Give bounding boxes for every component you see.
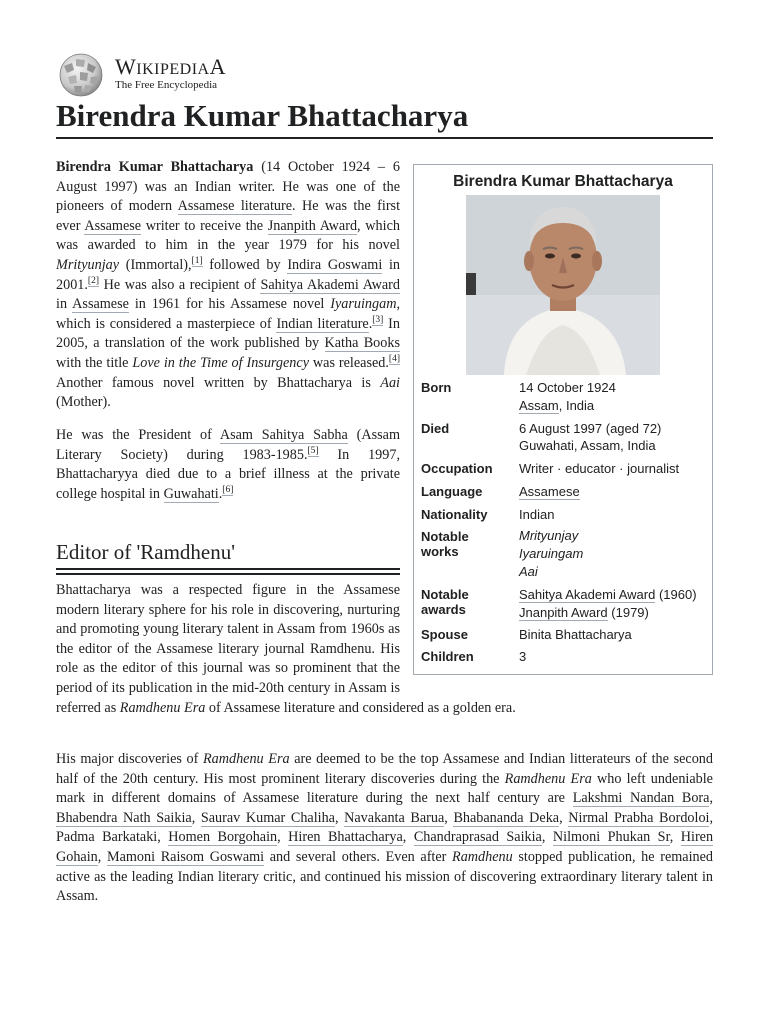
link-sahitya-akademi-award-infobox[interactable]: Sahitya Akademi Award bbox=[519, 587, 656, 602]
link-navakanta-barua[interactable]: Navakanta Barua bbox=[344, 809, 445, 826]
citation-3[interactable]: [3] bbox=[372, 314, 384, 325]
notable-works-label-2: works bbox=[421, 544, 459, 559]
infobox-title: Birendra Kumar Bhattacharya bbox=[453, 173, 673, 190]
link-nirmal-prabha-bordoloi[interactable]: Nirmal Prabha Bordoloi bbox=[568, 809, 710, 826]
title-divider bbox=[56, 137, 713, 139]
link-homen-borgohain[interactable]: Homen Borgohain bbox=[168, 829, 278, 846]
text: , which was awarded to him in the year 1979 for his novel bbox=[56, 217, 400, 254]
nationality-value: Indian bbox=[519, 507, 555, 522]
text: , bbox=[277, 829, 289, 846]
link-saurav-kumar-chaliha[interactable]: Saurav Kumar Chaliha bbox=[200, 809, 335, 826]
text: was released. bbox=[309, 354, 389, 371]
link-chandraprasad-saikia[interactable]: Chandraprasad Saikia bbox=[413, 829, 542, 846]
link-bhabendra-nath-saikia[interactable]: Bhabendra Nath Saikia bbox=[56, 809, 192, 826]
link-assamese-2[interactable]: Assamese bbox=[72, 296, 129, 313]
children-label: Children bbox=[421, 649, 474, 664]
born-place-rest: , India bbox=[558, 398, 595, 413]
text: He was the President of bbox=[56, 427, 220, 443]
notable-work-1 bbox=[519, 527, 578, 545]
text: (Mother). bbox=[56, 394, 111, 411]
text: (Immortal), bbox=[119, 256, 192, 273]
text: Another famous novel written by Bhattacharya is bbox=[56, 374, 381, 391]
text: , bbox=[444, 809, 454, 826]
text: , bbox=[709, 790, 713, 807]
spouse-label: Spouse bbox=[421, 627, 468, 642]
born-date: 14 October 1924 bbox=[519, 380, 616, 395]
award-year: (1979) bbox=[607, 605, 649, 620]
link-jnanpith-award[interactable]: Jnanpith Award bbox=[267, 217, 358, 234]
notable-award-2 bbox=[519, 604, 649, 622]
text: writer to receive the bbox=[141, 217, 268, 234]
wikipedia-globe-logo[interactable] bbox=[55, 53, 107, 97]
link-nilmoni-phukan[interactable]: Nilmoni Phukan Sr bbox=[552, 829, 670, 846]
citation-1[interactable]: [1] bbox=[191, 255, 203, 266]
link-assam[interactable]: Assam bbox=[519, 398, 559, 413]
born-place bbox=[519, 397, 594, 415]
work-title: Aai bbox=[380, 374, 400, 391]
occupation-value: Writer · educator · journalist bbox=[519, 461, 680, 476]
work-title: Aai bbox=[519, 564, 538, 579]
section-divider bbox=[56, 568, 400, 575]
citation-2[interactable]: [2] bbox=[87, 275, 99, 286]
text: (14 October 1924 – 6 August 1997) was an Indian writer. He was one of the pioneers of modern bbox=[56, 159, 400, 215]
link-hiren-bhattacharya[interactable]: Hiren Bhattacharya bbox=[288, 829, 403, 846]
notable-works-label-1: Notable bbox=[421, 529, 469, 544]
intro-paragraph bbox=[56, 158, 400, 413]
text: His major discoveries of bbox=[56, 751, 203, 767]
wikipedia-tagline: The Free Encyclopedia bbox=[115, 79, 218, 91]
text: . bbox=[368, 315, 373, 332]
died-date: 6 August 1997 (aged 72) bbox=[519, 421, 662, 436]
text: followed by bbox=[202, 256, 288, 273]
link-mamoni-raisom-goswami[interactable]: Mamoni Raisom Goswami bbox=[106, 848, 265, 865]
wordmark-middle: IKIPEDIA bbox=[136, 61, 210, 78]
section-heading-editor: Editor of 'Ramdhenu' bbox=[56, 540, 236, 564]
text: , Padma Barkataki, bbox=[56, 809, 714, 846]
link-lakshmi-nandan-bora[interactable]: Lakshmi Nandan Bora bbox=[572, 790, 710, 807]
text: , bbox=[559, 809, 569, 826]
era-name: Ramdhenu Era bbox=[119, 699, 206, 716]
text: , bbox=[191, 809, 201, 826]
journal-name: Ramdhenu bbox=[452, 848, 513, 865]
link-assamese-literature[interactable]: Assamese literature bbox=[177, 198, 293, 215]
notable-awards-label-2: awards bbox=[421, 602, 466, 617]
text: in 2001. bbox=[56, 256, 400, 293]
text: . He was the first ever bbox=[56, 198, 401, 234]
era-name: Ramdhenu Era bbox=[504, 770, 592, 787]
portrait-photo[interactable] bbox=[466, 195, 660, 375]
language-label: Language bbox=[421, 484, 483, 499]
text: . bbox=[218, 485, 223, 502]
text: Bhattacharya was a respected figure in the Assamese modern literary sphere for his role in discovering, nurturing and promoting young literary talent in Assam from 1960s as the editor of the Assamese literary journal Ramdhenu. His role as the editor of this journal was so prominent that the period of its publication in the mid-20th century in Assam is referred as bbox=[56, 582, 400, 716]
page-title: Birendra Kumar Bhattacharya bbox=[56, 98, 469, 133]
text: (Assam Literary Society) during 1983-1985. bbox=[56, 427, 400, 463]
text: , bbox=[669, 829, 681, 846]
died-place: Guwahati, Assam, India bbox=[519, 438, 656, 453]
work-title: Mrityunjay bbox=[519, 528, 579, 543]
text: , bbox=[541, 829, 553, 846]
subject-name: Birendra Kumar Bhattacharya bbox=[56, 159, 254, 175]
wikipedia-wordmark[interactable] bbox=[115, 56, 226, 81]
work-title: Iyaruingam bbox=[330, 296, 397, 313]
died-label: Died bbox=[421, 421, 450, 436]
link-bhabananda-deka[interactable]: Bhabananda Deka bbox=[453, 809, 560, 826]
text: In 1997, Bhattacharyya died due to a brief illness at the private college hospital in bbox=[56, 446, 400, 502]
link-assamese[interactable]: Assamese bbox=[84, 217, 142, 234]
text: and several others. Even after bbox=[264, 848, 453, 865]
citation-4[interactable]: [4] bbox=[388, 353, 400, 364]
award-year: (1960) bbox=[655, 587, 697, 602]
born-label: Born bbox=[421, 380, 452, 395]
wordmark-initial-w: W bbox=[115, 54, 137, 79]
notable-work-3 bbox=[519, 563, 538, 581]
citation-6[interactable]: [6] bbox=[222, 484, 234, 495]
nationality-label: Nationality bbox=[421, 507, 488, 522]
infobox bbox=[413, 164, 713, 675]
wordmark-initial-a: A bbox=[209, 54, 226, 79]
text: stopped publication, he remained active as the leading Indian literary critic, and continued his mission of discovering extraordinary literary talent in Assam. bbox=[56, 848, 714, 905]
text: in bbox=[56, 296, 73, 313]
link-jnanpith-award-infobox[interactable]: Jnanpith Award bbox=[519, 605, 608, 620]
notable-awards-label-1: Notable bbox=[421, 587, 469, 602]
work-title: Love in the Time of Insurgency bbox=[132, 354, 309, 371]
discoveries-paragraph bbox=[56, 750, 713, 907]
text: of Assamese literature and considered as a golden era. bbox=[205, 699, 516, 716]
link-katha-books[interactable]: Katha Books bbox=[324, 335, 400, 352]
text: , bbox=[97, 848, 107, 865]
text: in 1961 for his Assamese novel bbox=[128, 296, 331, 313]
link-indira-goswami[interactable]: Indira Goswami bbox=[287, 256, 383, 273]
text: , bbox=[402, 829, 414, 846]
text: He was also a recipient of bbox=[99, 276, 261, 293]
text: , bbox=[334, 809, 345, 826]
children-value: 3 bbox=[519, 649, 527, 664]
language-value bbox=[519, 483, 580, 501]
notable-work-2 bbox=[519, 545, 583, 563]
link-guwahati[interactable]: Guwahati bbox=[163, 485, 219, 502]
era-name: Ramdhenu Era bbox=[202, 751, 290, 767]
notable-award-1 bbox=[519, 586, 697, 604]
text: are deemed to be the top Assamese and Indian litterateurs of the second half of the 20th century. His most prominent literary discoveries during the bbox=[56, 751, 713, 787]
work-title: Mrityunjay bbox=[56, 256, 120, 273]
work-title: Iyaruingam bbox=[519, 546, 584, 561]
president-paragraph bbox=[56, 426, 400, 504]
link-sahitya-akademi-award[interactable]: Sahitya Akademi Award bbox=[260, 276, 400, 293]
text: with the title bbox=[56, 354, 133, 371]
link-asam-sahitya-sabha[interactable]: Asam Sahitya Sabha bbox=[219, 427, 348, 443]
occupation-label: Occupation bbox=[421, 461, 493, 476]
text: who left undeniable mark in different domains of Assamese literature during the next half century are bbox=[56, 770, 713, 807]
spouse-value: Binita Bhattacharya bbox=[519, 627, 632, 642]
link-assamese-language[interactable]: Assamese bbox=[519, 484, 580, 499]
link-hiren-gohain[interactable]: Hiren Gohain bbox=[56, 829, 714, 865]
text: , which is considered a masterpiece of bbox=[56, 296, 400, 332]
link-indian-literature[interactable]: Indian literature bbox=[276, 315, 369, 332]
citation-5[interactable]: [5] bbox=[307, 445, 319, 456]
text: In 2005, a translation of the work published by bbox=[56, 315, 400, 352]
